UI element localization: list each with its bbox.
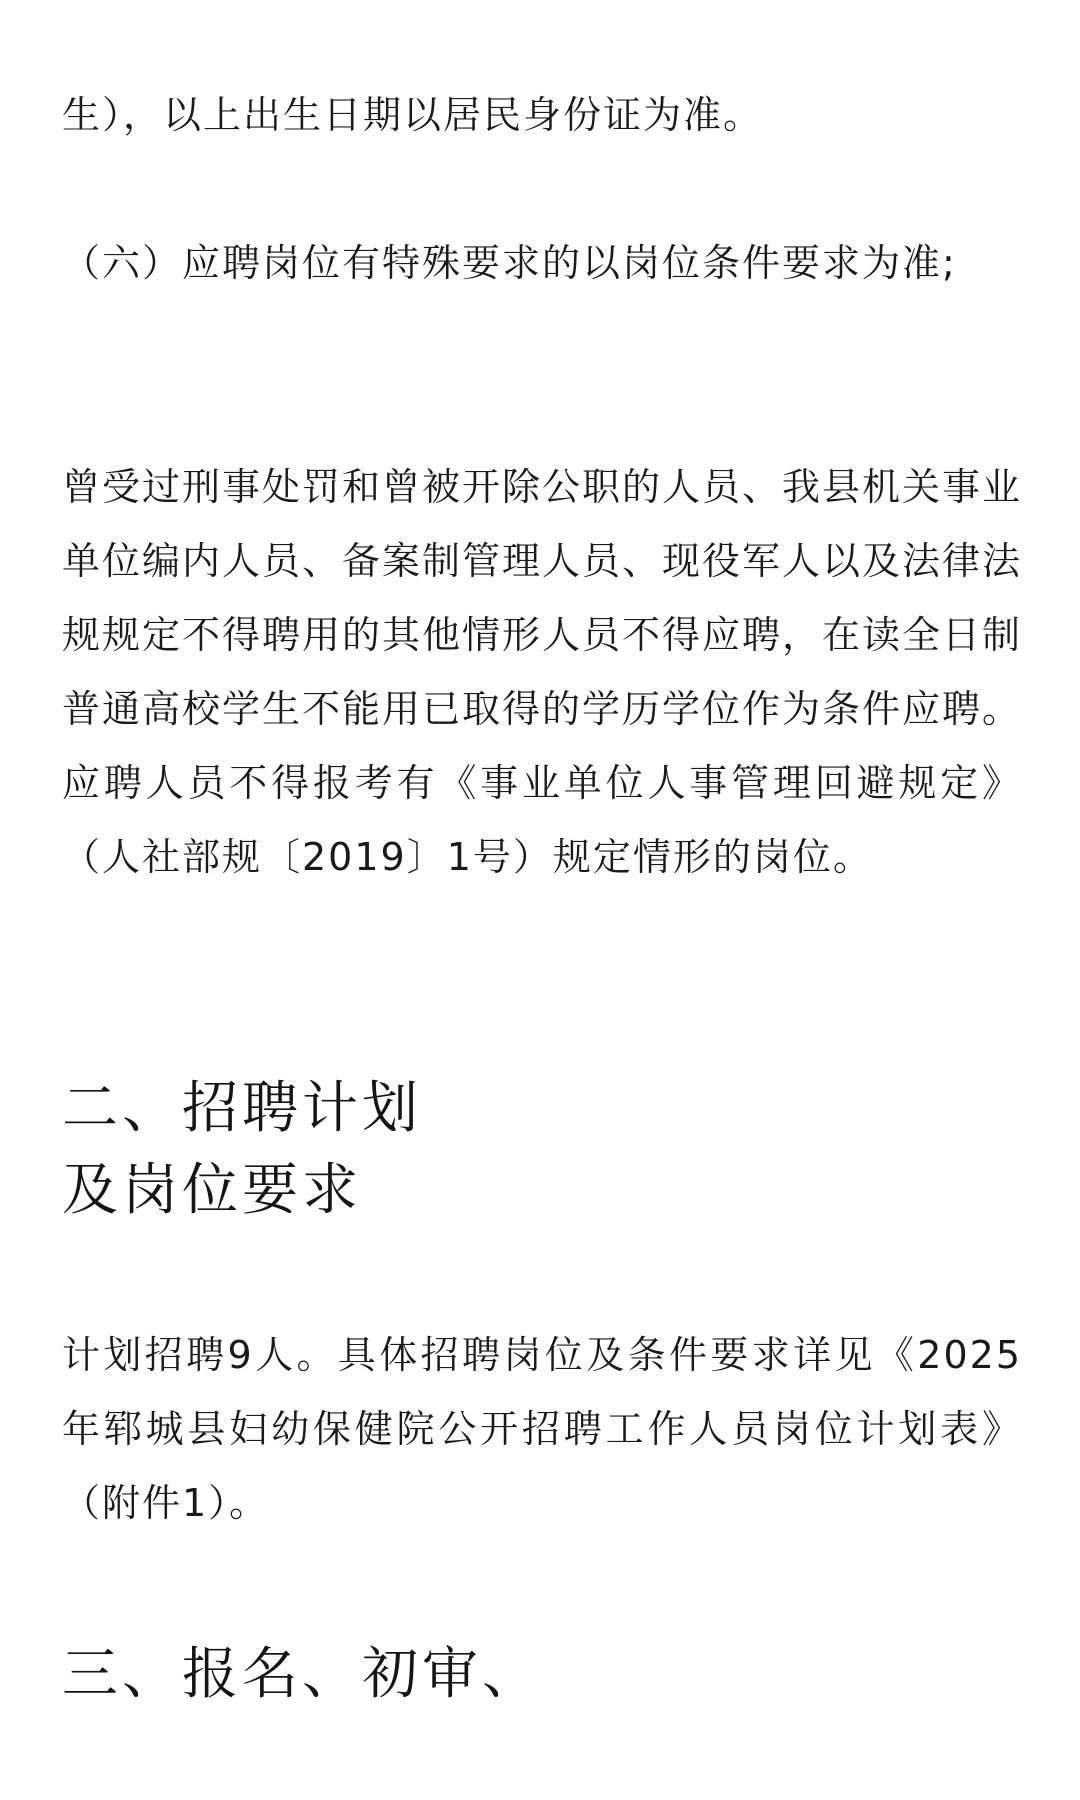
section-heading-registration: 三、报名、初审、 [62,1642,542,1707]
section-heading-recruitment-plan [62,1068,422,1232]
paragraph-special-requirements: （六）应聘岗位有特殊要求的以岗位条件要求为准; [62,241,957,285]
paragraph-birthdate-note: 生），以上出生日期以居民身份证为准。 [62,93,764,137]
section-heading-line: 及岗位要求 [62,1158,362,1223]
paragraph-recruitment-plan: 计划招聘9人。具体招聘岗位及条件要求详见《2025年郓城县妇幼保健院公开招聘工作人员岗位计划表》（附件1）。 [62,1333,1022,1525]
section-heading-line: 二、招聘计划 [62,1076,422,1141]
paragraph-ineligible-applicants: 曾受过刑事处罚和曾被开除公职的人员、我县机关事业单位编内人员、备案制管理人员、现役军人以及法律法规规定不得聘用的其他情形人员不得应聘，在读全日制普通高校学生不能用已取得的学历学位作为条件应聘。应聘人员不得报考有《事业单位人事管理回避规定》（人社部规〔2019〕1号）规定情形的岗位。 [62,465,1023,879]
